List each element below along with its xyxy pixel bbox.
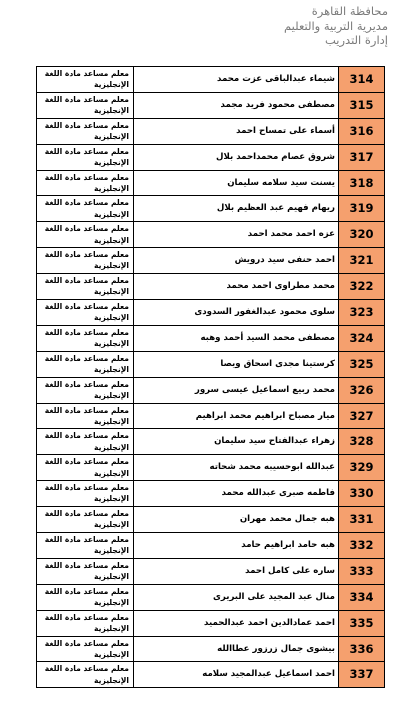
job-title-cell bbox=[37, 611, 134, 636]
table-row bbox=[37, 66, 384, 92]
table-row bbox=[37, 299, 384, 325]
job-title-cell bbox=[37, 585, 134, 610]
table-row bbox=[37, 454, 384, 480]
job-title-cell bbox=[37, 171, 134, 196]
name-cell: مصطفى محمود فريد مجمد bbox=[134, 93, 339, 118]
job-title-line1: معلم مساعد مادة اللغة bbox=[44, 250, 129, 260]
serial-number-cell: 320 bbox=[339, 222, 384, 247]
job-title-line1: معلم مساعد مادة اللغة bbox=[44, 535, 129, 545]
job-title-cell bbox=[37, 429, 134, 454]
job-title-line2: الإنجليزية bbox=[94, 442, 129, 452]
job-title-line2: الإنجليزية bbox=[94, 106, 129, 116]
job-title-cell bbox=[37, 404, 134, 429]
job-title-cell bbox=[37, 378, 134, 403]
serial-number-cell: 334 bbox=[339, 585, 384, 610]
serial-number-cell: 322 bbox=[339, 274, 384, 299]
job-title-line1: معلم مساعد مادة اللغة bbox=[44, 172, 129, 182]
job-title-cell bbox=[37, 93, 134, 118]
serial-number-cell: 319 bbox=[339, 196, 384, 221]
name-cell: أسماء على تمساح احمد bbox=[134, 119, 339, 144]
job-title-cell bbox=[37, 248, 134, 273]
serial-number-cell: 325 bbox=[339, 352, 384, 377]
name-cell: احمد حنفى سيد درويش bbox=[134, 248, 339, 273]
name-cell: هبه حامد ابراهيم حامد bbox=[134, 533, 339, 558]
serial-number-cell: 315 bbox=[339, 93, 384, 118]
roster-table bbox=[36, 66, 385, 688]
table-row bbox=[37, 610, 384, 636]
name-cell: ساره على كامل احمد bbox=[134, 559, 339, 584]
table-row bbox=[37, 247, 384, 273]
name-cell: احمد عمادالدين احمد عبدالحميد bbox=[134, 611, 339, 636]
job-title-line2: الإنجليزية bbox=[94, 209, 129, 219]
name-cell: ميار مصباح ابراهيم محمد ابراهيم bbox=[134, 404, 339, 429]
job-title-cell bbox=[37, 533, 134, 558]
job-title-cell bbox=[37, 300, 134, 325]
job-title-line2: الإنجليزية bbox=[94, 365, 129, 374]
name-cell: شروق عصام محمداحمد بلال bbox=[134, 145, 339, 170]
job-title-line2: الإنجليزية bbox=[94, 416, 129, 426]
job-title-line1: معلم مساعد مادة اللغة bbox=[44, 94, 129, 104]
name-cell: محمد مطراوى احمد محمد bbox=[134, 274, 339, 299]
job-title-line2: الإنجليزية bbox=[94, 261, 129, 271]
job-title-cell bbox=[37, 119, 134, 144]
job-title-line2: الإنجليزية bbox=[94, 675, 129, 685]
job-title-cell bbox=[37, 67, 134, 92]
serial-number-cell: 324 bbox=[339, 326, 384, 351]
table-row bbox=[37, 661, 384, 687]
job-title-line1: معلم مساعد مادة اللغة bbox=[44, 276, 129, 286]
job-title-line1: معلم مساعد مادة اللغة bbox=[44, 198, 129, 208]
table-row bbox=[37, 403, 384, 429]
job-title-line1: معلم مساعد مادة اللغة bbox=[44, 664, 129, 674]
table-row bbox=[37, 92, 384, 118]
serial-number-cell: 318 bbox=[339, 171, 384, 196]
name-cell: سلوى محمود عبدالغفور السدودى bbox=[134, 300, 339, 325]
name-cell: بيشوى جمال زرزور عطاالله bbox=[134, 637, 339, 662]
job-title-cell bbox=[37, 662, 134, 687]
job-title-line1: معلم مساعد مادة اللغة bbox=[44, 431, 129, 441]
job-title-line2: الإنجليزية bbox=[94, 572, 129, 582]
name-cell: منال عبد المجيد على البريرى bbox=[134, 585, 339, 610]
job-title-cell bbox=[37, 326, 134, 351]
serial-number-cell: 336 bbox=[339, 637, 384, 662]
job-title-line1: معلم مساعد مادة اللغة bbox=[44, 353, 129, 363]
serial-number-cell: 335 bbox=[339, 611, 384, 636]
job-title-line1: معلم مساعد مادة اللغة bbox=[44, 586, 129, 596]
job-title-line2: الإنجليزية bbox=[94, 546, 129, 556]
name-cell: يسنت سيد سلامه سليمان bbox=[134, 171, 339, 196]
department-title: إدارة التدريب bbox=[325, 33, 388, 47]
job-title-line1: معلم مساعد مادة اللغة bbox=[44, 612, 129, 622]
name-cell: احمد اسماعيل عبدالمجيد سلامه bbox=[134, 662, 339, 687]
job-title-line2: الإنجليزية bbox=[94, 183, 129, 193]
serial-number-cell: 316 bbox=[339, 119, 384, 144]
job-title-cell bbox=[37, 222, 134, 247]
job-title-cell bbox=[37, 481, 134, 506]
serial-number-cell: 330 bbox=[339, 481, 384, 506]
table-row bbox=[37, 377, 384, 403]
name-cell: ريهام فهيم عبد العظيم بلال bbox=[134, 196, 339, 221]
serial-number-cell: 332 bbox=[339, 533, 384, 558]
table-row bbox=[37, 532, 384, 558]
table-row bbox=[37, 273, 384, 299]
job-title-line2: الإنجليزية bbox=[94, 623, 129, 633]
name-cell: شيماء عبدالباقى عزت محمد bbox=[134, 67, 339, 92]
serial-number-cell: 328 bbox=[339, 429, 384, 454]
job-title-line2: الإنجليزية bbox=[94, 649, 129, 659]
table-row bbox=[37, 118, 384, 144]
directorate-title: مديرية التربية والتعليم bbox=[284, 18, 388, 33]
table-row bbox=[37, 558, 384, 584]
job-title-line2: الإنجليزية bbox=[94, 520, 129, 530]
job-title-line1: معلم مساعد مادة اللغة bbox=[44, 457, 129, 467]
serial-number-cell: 317 bbox=[339, 145, 384, 170]
job-title-line2: الإنجليزية bbox=[94, 494, 129, 504]
job-title-line1: معلم مساعد مادة اللغة bbox=[44, 69, 129, 78]
table-row bbox=[37, 636, 384, 662]
job-title-line1: معلم مساعد مادة اللغة bbox=[44, 327, 129, 337]
job-title-line2: الإنجليزية bbox=[94, 157, 129, 167]
job-title-cell bbox=[37, 196, 134, 221]
job-title-line2: الإنجليزية bbox=[94, 235, 129, 245]
job-title-line2: الإنجليزية bbox=[94, 468, 129, 478]
job-title-line2: الإنجليزية bbox=[94, 390, 129, 400]
job-title-line1: معلم مساعد مادة اللغة bbox=[44, 638, 129, 648]
table-row bbox=[37, 480, 384, 506]
job-title-cell bbox=[37, 559, 134, 584]
serial-number-cell: 321 bbox=[339, 248, 384, 273]
job-title-line2: الإنجليزية bbox=[94, 131, 129, 141]
name-cell: فاطمه صبرى عبدالله محمد bbox=[134, 481, 339, 506]
job-title-line1: معلم مساعد مادة اللغة bbox=[44, 405, 129, 415]
serial-number-cell: 323 bbox=[339, 300, 384, 325]
job-title-line1: معلم مساعد مادة اللغة bbox=[44, 509, 129, 519]
job-title-cell bbox=[37, 352, 134, 377]
serial-number-cell: 327 bbox=[339, 404, 384, 429]
table-row bbox=[37, 221, 384, 247]
job-title-line1: معلم مساعد مادة اللغة bbox=[44, 560, 129, 570]
serial-number-cell: 337 bbox=[339, 662, 384, 687]
name-cell: هبه جمال محمد مهران bbox=[134, 507, 339, 532]
job-title-cell bbox=[37, 274, 134, 299]
job-title-cell bbox=[37, 637, 134, 662]
job-title-line1: معلم مساعد مادة اللغة bbox=[44, 379, 129, 389]
serial-number-cell: 333 bbox=[339, 559, 384, 584]
table-row bbox=[37, 506, 384, 532]
job-title-line2: الإنجليزية bbox=[94, 287, 129, 297]
table-row bbox=[37, 325, 384, 351]
job-title-line1: معلم مساعد مادة اللغة bbox=[44, 483, 129, 493]
job-title-line2: الإنجليزية bbox=[94, 598, 129, 608]
governorate-title: محافظة القاهرة bbox=[311, 4, 388, 18]
serial-number-cell: 329 bbox=[339, 455, 384, 480]
name-cell: زهراء عبدالفتاح سيد سليمان bbox=[134, 429, 339, 454]
table-row bbox=[37, 195, 384, 221]
job-title-line1: معلم مساعد مادة اللغة bbox=[44, 120, 129, 130]
job-title-line2: الإنجليزية bbox=[94, 313, 129, 323]
job-title-cell bbox=[37, 145, 134, 170]
name-cell: مصطفى محمد السيد أحمد وهبه bbox=[134, 326, 339, 351]
table-row bbox=[37, 584, 384, 610]
table-row bbox=[37, 428, 384, 454]
table-row bbox=[37, 351, 384, 377]
document-header bbox=[284, 4, 388, 48]
job-title-cell bbox=[37, 455, 134, 480]
job-title-cell bbox=[37, 507, 134, 532]
name-cell: كرستينا مجدى اسحاق ويصا bbox=[134, 352, 339, 377]
name-cell: عزه احمد محمد احمد bbox=[134, 222, 339, 247]
job-title-line1: معلم مساعد مادة اللغة bbox=[44, 224, 129, 234]
name-cell: عبدالله ابوحسيبه محمد شحاته bbox=[134, 455, 339, 480]
job-title-line1: معلم مساعد مادة اللغة bbox=[44, 146, 129, 156]
serial-number-cell: 331 bbox=[339, 507, 384, 532]
table-row bbox=[37, 170, 384, 196]
job-title-line1: معلم مساعد مادة اللغة bbox=[44, 302, 129, 312]
serial-number-cell: 314 bbox=[339, 67, 384, 92]
job-title-line2: الإنجليزية bbox=[94, 339, 129, 349]
table-row bbox=[37, 144, 384, 170]
serial-number-cell: 326 bbox=[339, 378, 384, 403]
name-cell: محمد ربيع اسماعيل عيسى سرور bbox=[134, 378, 339, 403]
job-title-line2: الإنجليزية bbox=[94, 80, 129, 90]
